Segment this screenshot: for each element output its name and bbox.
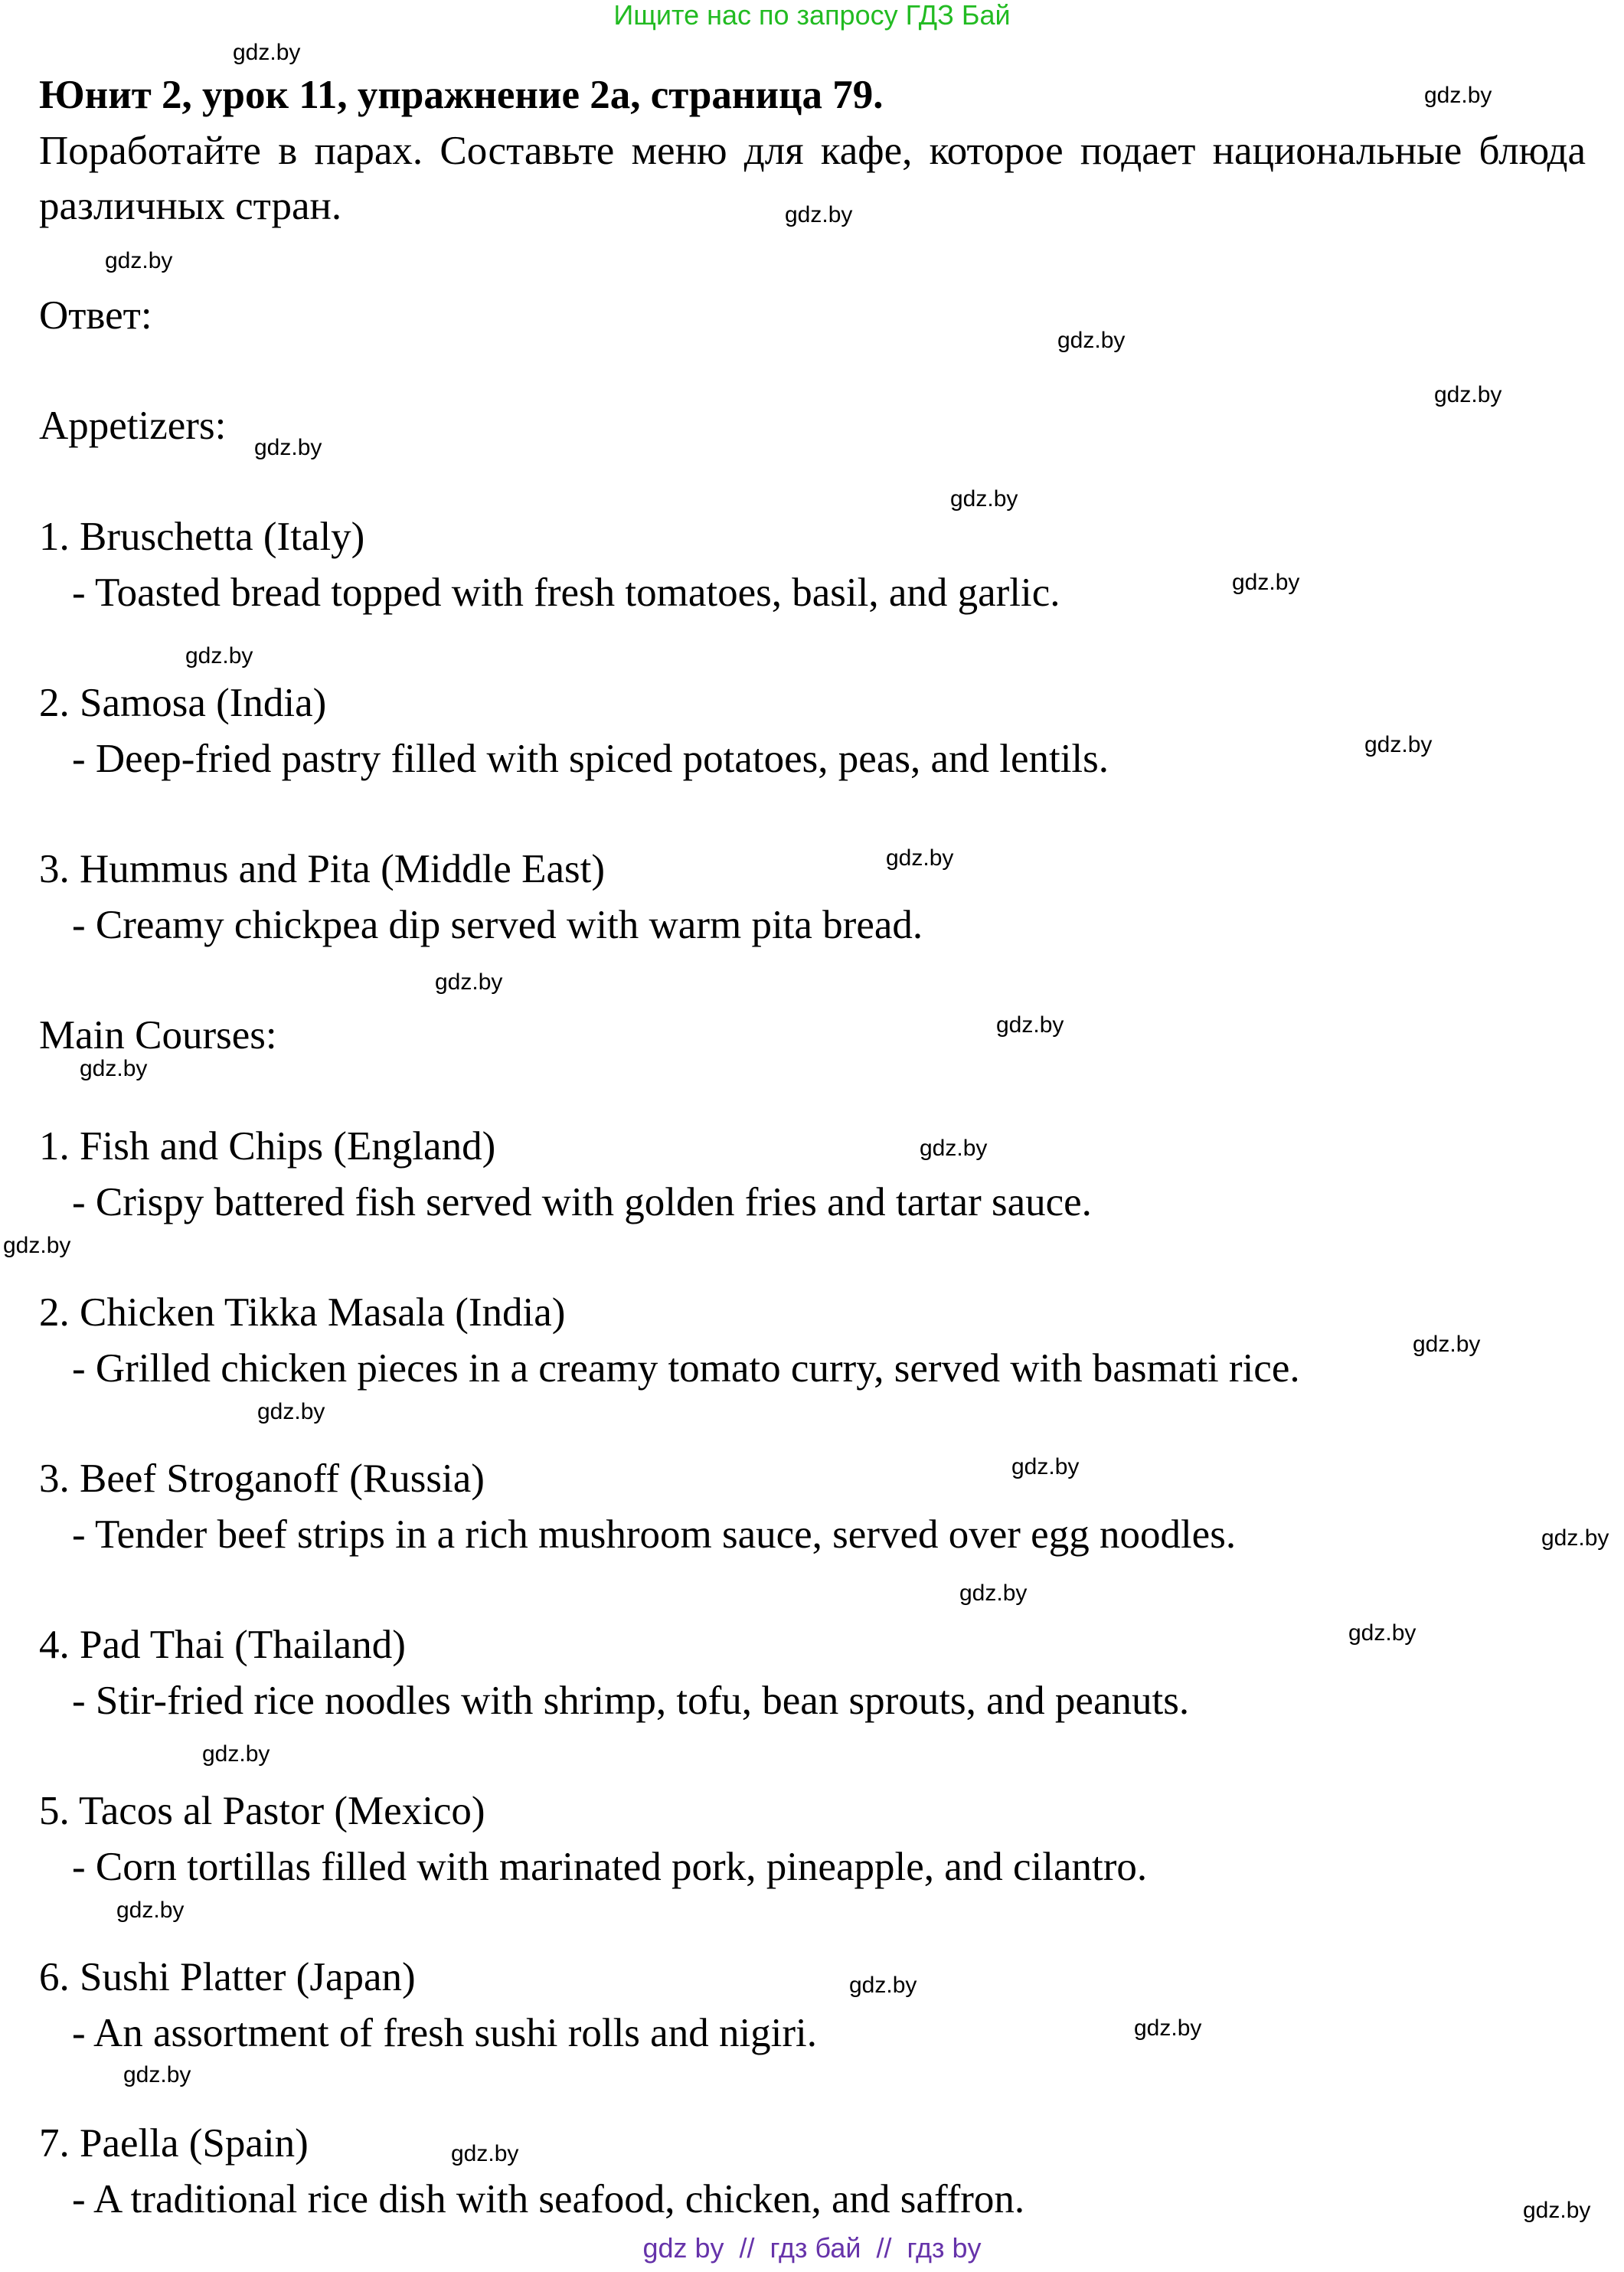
appetizer-desc: - Deep-fried pastry filled with spiced potatoes, peas, and lentils. bbox=[72, 737, 1109, 781]
main-course-desc: - Crispy battered fish served with golden fries and tartar sauce. bbox=[72, 1180, 1092, 1224]
footer-watermark[interactable]: gdz by // гдз бай // гдз by bbox=[642, 2232, 982, 2264]
main-course-name: 5. Tacos al Pastor (Mexico) bbox=[39, 1789, 485, 1833]
watermark: gdz.by bbox=[959, 1581, 1028, 1606]
main-course-desc: - A traditional rice dish with seafood, chicken, and saffron. bbox=[72, 2177, 1025, 2221]
watermark: gdz.by bbox=[80, 1056, 148, 1081]
watermark: gdz.by bbox=[1011, 1454, 1080, 1479]
main-course-desc: - Corn tortillas filled with marinated pork, pineapple, and cilantro. bbox=[72, 1845, 1148, 1889]
watermark: gdz.by bbox=[254, 435, 322, 460]
watermark: gdz.by bbox=[451, 2141, 519, 2166]
watermark: gdz.by bbox=[105, 248, 173, 273]
watermark: gdz.by bbox=[849, 1973, 917, 1998]
watermark: gdz.by bbox=[1232, 570, 1300, 595]
main-course-desc: - Grilled chicken pieces in a creamy tomato curry, served with basmati rice. bbox=[72, 1346, 1300, 1391]
appetizers-title: Appetizers: bbox=[39, 404, 227, 448]
exercise-heading: Юнит 2, урок 11, упражнение 2a, страница 79. bbox=[39, 73, 884, 117]
main-courses-title: Main Courses: bbox=[39, 1013, 277, 1058]
main-course-desc: - An assortment of fresh sushi rolls and nigiri. bbox=[72, 2011, 818, 2055]
watermark: gdz.by bbox=[1541, 1525, 1609, 1551]
watermark: gdz.by bbox=[1057, 328, 1126, 353]
watermark: gdz.by bbox=[257, 1399, 325, 1424]
watermark: gdz.by bbox=[435, 969, 503, 995]
watermark: gdz.by bbox=[202, 1741, 270, 1767]
watermark: gdz.by bbox=[123, 2062, 191, 2087]
appetizer-desc: - Creamy chickpea dip served with warm pita bread. bbox=[72, 903, 923, 947]
watermark: gdz.by bbox=[1413, 1332, 1481, 1357]
watermark: gdz.by bbox=[1523, 2198, 1591, 2223]
watermark: gdz.by bbox=[950, 486, 1018, 512]
watermark: gdz.by bbox=[1434, 382, 1502, 407]
site-banner[interactable]: Ищите нас по запросу ГДЗ Бай bbox=[613, 0, 1011, 31]
watermark: gdz.by bbox=[185, 643, 253, 669]
main-course-name: 3. Beef Stroganoff (Russia) bbox=[39, 1456, 485, 1501]
watermark: gdz.by bbox=[1348, 1620, 1417, 1646]
watermark: gdz.by bbox=[116, 1898, 185, 1923]
watermark: gdz.by bbox=[1424, 83, 1492, 108]
appetizer-name: 3. Hummus and Pita (Middle East) bbox=[39, 847, 605, 891]
main-course-desc: - Stir-fried rice noodles with shrimp, tofu, bean sprouts, and peanuts. bbox=[72, 1679, 1190, 1723]
main-course-name: 4. Pad Thai (Thailand) bbox=[39, 1623, 406, 1667]
main-course-name: 1. Fish and Chips (England) bbox=[39, 1124, 496, 1169]
main-course-name: 7. Paella (Spain) bbox=[39, 2121, 309, 2166]
main-course-desc: - Tender beef strips in a rich mushroom sauce, served over egg noodles. bbox=[72, 1512, 1237, 1557]
watermark: gdz.by bbox=[996, 1012, 1064, 1038]
appetizer-desc: - Toasted bread topped with fresh tomatoes, basil, and garlic. bbox=[72, 570, 1060, 615]
appetizer-name: 1. Bruschetta (Italy) bbox=[39, 515, 365, 559]
main-course-name: 2. Chicken Tikka Masala (India) bbox=[39, 1290, 566, 1335]
watermark: gdz.by bbox=[1134, 2015, 1202, 2041]
task-text: Поработайте в парах. Составьте меню для кафе, которое подает национальные блюда различных стран. bbox=[39, 129, 1586, 228]
watermark: gdz.by bbox=[3, 1233, 71, 1258]
watermark: gdz.by bbox=[233, 40, 301, 65]
watermark: gdz.by bbox=[1364, 732, 1433, 757]
watermark: gdz.by bbox=[920, 1136, 988, 1161]
watermark: gdz.by bbox=[886, 845, 954, 871]
main-course-name: 6. Sushi Platter (Japan) bbox=[39, 1955, 416, 1999]
answer-label: Ответ: bbox=[39, 293, 152, 338]
watermark: gdz.by bbox=[785, 202, 853, 227]
appetizer-name: 2. Samosa (India) bbox=[39, 681, 327, 725]
